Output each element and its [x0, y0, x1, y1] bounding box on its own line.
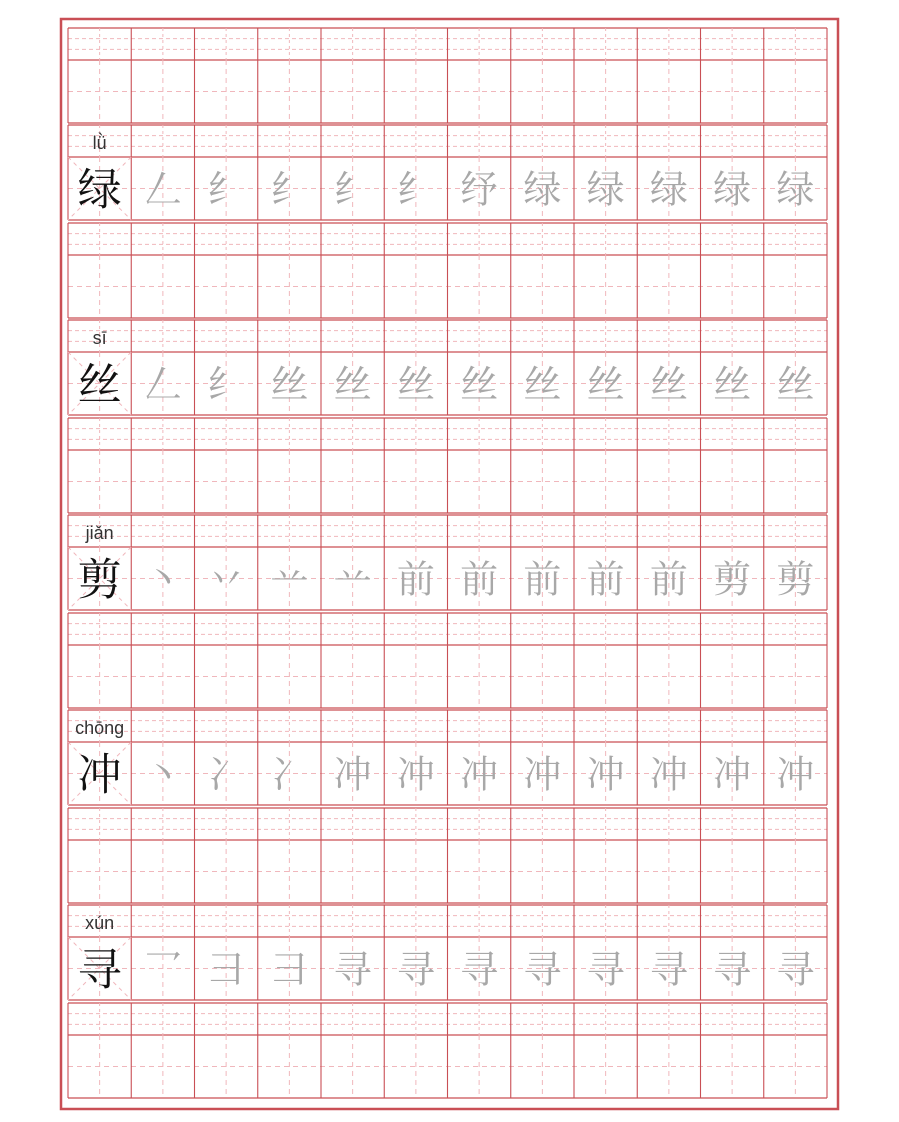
stroke-order-step: 纟 — [333, 167, 372, 212]
character-layer — [75, 133, 814, 996]
stroke-order-step: 绿 — [523, 167, 562, 212]
stroke-order-step: 剪 — [713, 557, 752, 602]
stroke-order-step: 寻 — [713, 947, 752, 992]
stroke-order-step: 寻 — [586, 947, 625, 992]
stroke-order-step: 冲 — [333, 752, 372, 797]
stroke-order-step: 丝 — [396, 362, 435, 407]
stroke-order-step: 丝 — [713, 362, 752, 407]
stroke-order-step: 𠃋 — [143, 167, 182, 212]
stroke-order-step: 寻 — [396, 947, 435, 992]
stroke-order-step: 冲 — [776, 752, 815, 797]
stroke-order-step: 冲 — [649, 752, 688, 797]
stroke-order-step: 寻 — [460, 947, 499, 992]
stroke-order-step: 绿 — [586, 167, 625, 212]
pinyin-label: lǜ — [92, 133, 107, 153]
stroke-order-step: 寻 — [649, 947, 688, 992]
stroke-order-step: 前 — [523, 557, 562, 602]
pinyin-label: sī — [92, 328, 107, 348]
stroke-order-step: 剪 — [776, 557, 815, 602]
stroke-order-step: 冲 — [713, 752, 752, 797]
stroke-order-step: 绿 — [776, 167, 815, 212]
stroke-order-step: 寻 — [776, 947, 815, 992]
pinyin-label: chōng — [75, 718, 125, 738]
stroke-order-step: 纾 — [460, 167, 499, 212]
stroke-order-step: 丝 — [333, 362, 372, 407]
stroke-order-step: 纟 — [207, 362, 246, 407]
pinyin-label: jiǎn — [85, 523, 114, 543]
stroke-order-step: 前 — [586, 557, 625, 602]
model-character: 丝 — [77, 359, 122, 411]
stroke-order-step: 彐 — [270, 947, 309, 992]
stroke-order-step: 丝 — [270, 362, 309, 407]
stroke-order-step: 丷 — [207, 557, 246, 602]
model-character: 剪 — [77, 554, 122, 606]
stroke-order-step: 寻 — [523, 947, 562, 992]
stroke-order-step: 丝 — [776, 362, 815, 407]
stroke-order-step: 丶 — [143, 557, 182, 602]
stroke-order-step: 丝 — [649, 362, 688, 407]
stroke-order-step: 纟 — [396, 167, 435, 212]
stroke-order-step: 纟 — [207, 167, 246, 212]
stroke-order-step: 纟 — [270, 167, 309, 212]
stroke-order-step: 䒑 — [333, 557, 372, 602]
stroke-order-step: 前 — [460, 557, 499, 602]
stroke-order-step: 彐 — [207, 947, 246, 992]
model-character: 绿 — [77, 164, 122, 216]
stroke-order-step: 丝 — [460, 362, 499, 407]
model-character: 寻 — [77, 944, 122, 996]
stroke-order-step: 绿 — [713, 167, 752, 212]
stroke-order-step: 丝 — [523, 362, 562, 407]
stroke-order-step: 冲 — [460, 752, 499, 797]
stroke-order-step: 𠃋 — [143, 362, 182, 407]
stroke-order-step: 冲 — [523, 752, 562, 797]
stroke-order-step: 䒑 — [270, 557, 309, 602]
stroke-order-step: 前 — [649, 557, 688, 602]
stroke-order-step: 冫 — [207, 752, 246, 797]
stroke-order-step: 绿 — [649, 167, 688, 212]
stroke-order-step: 冲 — [586, 752, 625, 797]
stroke-order-step: 寻 — [333, 947, 372, 992]
stroke-order-step: 乛 — [143, 947, 182, 992]
stroke-order-step: 冲 — [396, 752, 435, 797]
stroke-order-step: 丝 — [586, 362, 625, 407]
model-character: 冲 — [77, 749, 122, 801]
stroke-order-step: 前 — [396, 557, 435, 602]
stroke-order-step: 丶 — [143, 752, 182, 797]
pinyin-label: xún — [85, 913, 115, 933]
stroke-order-step: 冫 — [270, 752, 309, 797]
